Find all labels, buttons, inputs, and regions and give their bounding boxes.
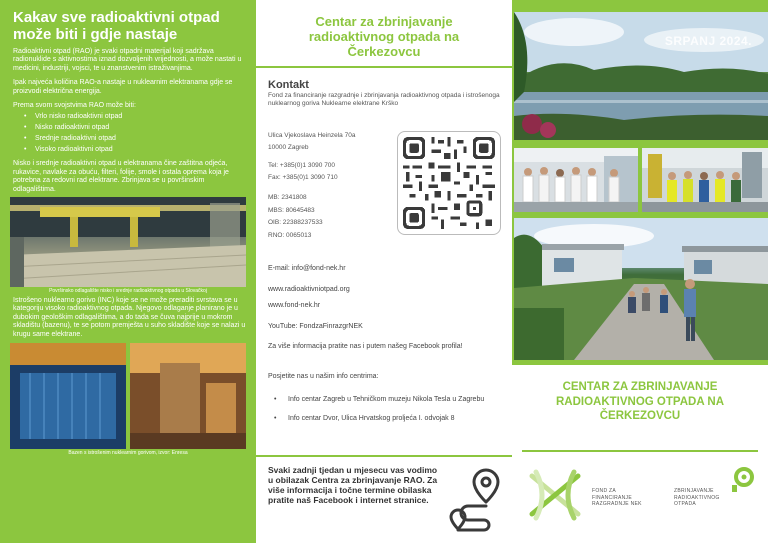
centre-path-photo bbox=[514, 218, 768, 360]
rao-definition: Radioaktivni otpad (RAO) je svaki otpadni materijal koji sadržava radionuklide s aktivnostima iznad dozvoljenih vrijednosti, a može nastati u medicini, industriji, vojsci, te u znanstvenim istraživanjima. bbox=[13, 48, 242, 72]
radioactive-waste-logo-icon bbox=[730, 467, 756, 493]
phone-number: Tel: +385(0)1 3090 700 bbox=[268, 162, 336, 169]
list-item: • Srednje radioaktivni otpad bbox=[13, 133, 249, 144]
phone-block bbox=[268, 162, 398, 182]
spent-fuel-pool-photos bbox=[10, 343, 246, 449]
address-block bbox=[268, 132, 398, 152]
organisation-name: Fond za financiranje razgradnje i zbrinjavanja radioaktivnog otpada i istrošenoga nuklearnog goriva Nuklearne elektrane Krško bbox=[268, 92, 500, 107]
left-panel bbox=[0, 0, 256, 543]
divider bbox=[256, 66, 512, 68]
right-panel bbox=[512, 0, 768, 543]
address-street: Ulica Vjekoslava Heinzela 70a bbox=[268, 132, 356, 139]
group-visit-photo bbox=[514, 148, 638, 212]
centre-title: Centar za zbrinjavanje radioaktivnog otpada na Čerkezovcu bbox=[308, 14, 460, 59]
storage-hall-photo bbox=[10, 197, 246, 287]
monthly-visit-text: Svaki zadnji tjedan u mjesecu vas vodimo u obilazak Centra za zbrinjavanje RAO. Za više informacija i točne termine obilaska pratite naš Facebook i internet stranice. bbox=[268, 465, 438, 505]
divider bbox=[522, 450, 758, 452]
contact-heading: Kontakt bbox=[268, 79, 309, 91]
info-centres-list bbox=[268, 395, 504, 433]
rao-categories-intro: Prema svom svojstvima RAO može biti: bbox=[13, 102, 136, 110]
low-level-waste-text: Nisko i srednje radioaktivni otpad u elektranama čine zaštitna odjeća, rukavice, navlake za obuću, filteri, folije, smole i ostala oprema koja je potrebna za redovni rad elektrane. Zbrinjava se u površinskim odlagalištima. bbox=[13, 160, 229, 193]
rao-categories-list bbox=[13, 111, 249, 155]
fax-number: Fax: +385(0)1 3090 710 bbox=[268, 174, 338, 181]
facebook-note: Za više informacija pratite nas i putem našeg Facebook profila! bbox=[268, 343, 463, 350]
facility-tour-photo bbox=[642, 148, 768, 212]
list-item: • Nisko radioaktivni otpad bbox=[13, 122, 249, 133]
rno-number: RNO: 0065013 bbox=[268, 231, 312, 239]
rao-source-text: Ipak najveća količina RAO-a nastaje u nuklearnim elektranama gdje se proizvodi električna energija. bbox=[13, 79, 233, 95]
route-map-icon bbox=[446, 466, 504, 532]
lake-photo bbox=[514, 12, 768, 140]
spent-fuel-caption: Bazen s istrošenim nuklearnim gorivom, izvor: Enresa bbox=[68, 450, 188, 457]
divider bbox=[256, 455, 512, 457]
website-link-fond[interactable]: www.fond-nek.hr bbox=[268, 302, 321, 309]
registry-block bbox=[268, 192, 398, 242]
list-item: • Vrlo nisko radioaktivni otpad bbox=[13, 111, 249, 122]
radioactive-waste-logo-text: ZBRINJAVANJE RADIOAKTIVNOG OTPADA bbox=[674, 488, 720, 507]
youtube-link[interactable]: YouTube: FondzaFinrazgrNEK bbox=[268, 323, 363, 330]
storage-hall-caption: Površinsko odlagalište nisko i srednje radioaktivnog otpada u Slovačkoj bbox=[49, 288, 207, 295]
list-item: • Visoko radioaktivni otpad bbox=[13, 144, 249, 155]
info-centres-intro: Posjetite nas u našim info centrima: bbox=[268, 373, 379, 380]
fond-logo-text: FOND ZA FINANCIRANJE RAZGRADNJE NEK bbox=[592, 488, 642, 507]
mbs-number: MBS: 80645483 bbox=[268, 206, 315, 214]
middle-panel bbox=[256, 0, 512, 543]
edition-date: SRPANJ 2024. bbox=[664, 34, 752, 48]
spent-fuel-text: Istrošeno nuklearno gorivo (INC) koje se ne može preraditi svrstava se u kategoriju visoko radioaktivnog otpada. Njegovo odlaganje planirano je u dubokim geološkim odlagalištima, a do tada se čuva najprije u mokrom skladištu (bazenu), te se potom premješta u suho skladište koje se nalazi u krugu same elektrane. bbox=[13, 297, 246, 338]
list-item: • Info centar Zagreb u Tehničkom muzeju Nikola Tesla u Zagrebu bbox=[268, 395, 504, 404]
fond-logo-icon bbox=[526, 466, 584, 524]
list-item: • Info centar Dvor, Ulica Hrvatskog proljeća I. odvojak 8 bbox=[268, 414, 504, 423]
address-city: 10000 Zagreb bbox=[268, 144, 309, 151]
qr-code-icon[interactable] bbox=[397, 131, 501, 235]
mb-number: MB: 2341808 bbox=[268, 194, 307, 201]
oib-number: OIB: 22388237533 bbox=[268, 219, 323, 226]
cover-title: CENTAR ZA ZBRINJAVANJE RADIOAKTIVNOG OTPADA NA ČERKEZOVCU bbox=[555, 381, 725, 422]
left-title: Kakav sve radioaktivni otpad može biti i gdje nastaje bbox=[13, 9, 220, 43]
email-link[interactable]: E-mail: info@fond-nek.hr bbox=[268, 265, 346, 272]
website-link-radioaktivniotpad[interactable]: www.radioaktivniotpad.org bbox=[268, 286, 350, 293]
